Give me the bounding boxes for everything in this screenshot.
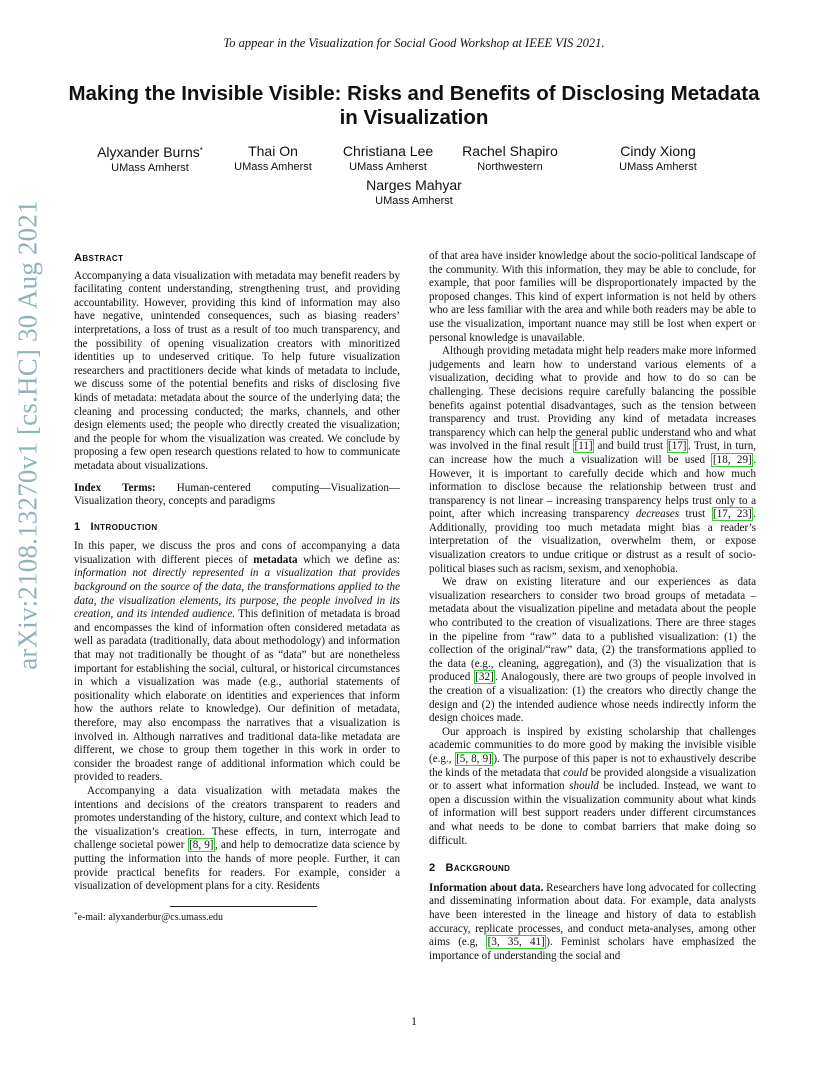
- citation-link[interactable]: [18, 29]: [712, 453, 752, 466]
- author-block: [603, 142, 713, 175]
- arxiv-stamp-text: arXiv:2108.13270v1 [cs.HC] 30 Aug 2021: [12, 200, 43, 670]
- author-block: [455, 142, 565, 175]
- index-terms-text: Human-centered computing—Visualization—Visualization theory, concepts and paradigms: [74, 481, 400, 508]
- paper-title: Making the Invisible Visible: Risks and Benefits of Disclosing Metadata in Visualization: [68, 82, 760, 129]
- citation-link[interactable]: [17]: [668, 440, 687, 453]
- author-name: Narges Mahyar: [366, 177, 462, 193]
- author-name: Rachel Shapiro: [462, 143, 558, 159]
- footnote-marker: *: [199, 146, 203, 155]
- footnote-rule: [170, 906, 317, 907]
- section-heading-introduction: [74, 521, 400, 535]
- right-paragraph-3: We draw on existing literature and our experiences as data visualization researchers to consider two broad groups of metadata – metadata about the visualization pipeline and metadata about the people who contributed to the creation of visualizations. There are three stages in the pipeline from “raw” data to a published visualization: (1) the collection of the original/“raw” data, (2) the transformations applied to the data (e.g., cleaning, aggregation), and (3) the visualization that is produced [32] . Analogously, there are two groups of people involved in the creation of a visualization: (1) the creators who directly change the design and (2) the intended audience whose needs indirectly inform the design choices made.: [429, 576, 756, 725]
- right-paragraph-4: Our approach is inspired by existing scholarship that challenges academic communities to do more good by making the invisible visible (e.g., [5, 8, 9] ). The purpose of this paper is not to exhaustively describe the kinds of the metadata that could be provided alongside a visualization or to assert what information should be included. Instead, we want to open a discussion within the visualization community about what kinds of information will best support readers under different circumstances and what needs to be done to combat barriers that make doing so difficult.: [429, 725, 757, 847]
- author-affiliation: UMass Amherst: [375, 195, 453, 207]
- intro-paragraph-1: In this paper, we discuss the pros and cons of accompanying a data visualization with different pieces of metadata which we define as: information not directly represented in a visualization that provides background on the source of the data, the transformations applied to the data, the visualization elements, its purpose, the people involved in its creation, and its intended audience. This definition of metadata is broad and encompasses the kind of information often considered metadata as well as paradata (traditionally, data about methodology) and information that may not traditionally be thought of as “data” but are nonetheless important for establishing the social, cultural, or historical circumstances in which a visualization was made (e.g., authorial statements of positionality which elaborate on identities and experiences that inform how the authors relate to knowledge). Our definition of metadata, therefore, may also encompass the narratives that a visualization is involved in. Although narratives and traditional data-like metadata are different, we chose to group them together in this work in order to consider the broadest range of additional information which could be provided to readers.: [74, 540, 401, 784]
- citation-link[interactable]: [32]: [475, 671, 494, 684]
- author-affiliation: UMass Amherst: [111, 162, 189, 174]
- left-column: [74, 252, 400, 894]
- footnote-email: *e-mail: alyxanderbur@cs.umass.edu: [74, 911, 224, 923]
- author-name: Cindy Xiong: [620, 143, 696, 159]
- background-paragraph-1: Information about data. Researchers have long advocated for collecting and disseminating information about data. For example, data analysts have been interested in the lineage and history of data to establish accuracy, replicate processes, and conduct meta-analyses, among other aims (e.g, [3, 35, 41] ). Feminist scholars have emphasized the importance of understanding the social and: [429, 881, 756, 962]
- metadata-definition: information not directly represented in a visualization that provides background on the source of the data, the transformations applied to the data, the visualization elements, its purpose, the people involved in its creation, and its intended audience.: [74, 567, 400, 621]
- author-affiliation: UMass Amherst: [349, 161, 427, 173]
- right-column: [429, 250, 756, 963]
- author-name: Alyxander Burns*: [97, 144, 203, 160]
- abstract-heading: Abstract: [74, 252, 124, 264]
- index-terms-label: Index Terms:: [74, 481, 156, 494]
- author-affiliation: Northwestern: [477, 161, 543, 173]
- author-block: [218, 142, 328, 175]
- section-number: 2: [429, 862, 436, 875]
- author-block: [333, 142, 443, 175]
- citation-link[interactable]: [8, 9]: [189, 839, 214, 852]
- paragraph-lead: Information about data.: [429, 881, 544, 894]
- section-number: 1: [74, 520, 81, 533]
- author-name: Thai On: [248, 143, 298, 159]
- page-number: 1: [411, 1014, 417, 1028]
- right-paragraph-1: of that area have insider knowledge about the socio-political landscape of the community. With this information, they may be able to conclude, for example, that poor families will be disproportionately impacted by the proposed changes. This kind of expert information is not held by others who are less familiar with the area and while both readers may be able to use the visualization, important nuance may still be lost when expert or personal knowledge is unavailable.: [429, 250, 756, 344]
- section-heading-background: [429, 862, 756, 876]
- author-block: [85, 142, 215, 176]
- index-terms: [74, 482, 400, 509]
- citation-link[interactable]: [11]: [574, 440, 593, 453]
- author-affiliation: UMass Amherst: [619, 161, 697, 173]
- section-title: Background: [445, 862, 511, 875]
- citation-link[interactable]: [17, 23]: [713, 508, 752, 521]
- author-block: [359, 176, 469, 209]
- author-affiliation: UMass Amherst: [234, 161, 312, 173]
- metadata-term: metadata: [253, 553, 298, 566]
- arxiv-stamp: [4, 200, 52, 670]
- citation-link[interactable]: [3, 35, 41]: [487, 936, 545, 949]
- abstract-text: Accompanying a data visualization with metadata may benefit readers by facilitating content understanding, strengthening trust, and providing accountability. However, providing this kind of information may also have negative, unintended consequences, such as biasing readers’ interpretations, a loss of trust as a result of too much transparency, and the possibility of opening visualization creators with minoritized identities up to undeserved critique. To help future visualization researchers and practitioners decide what kinds of metadata to include, we discuss some of the potential benefits and risks of disclosing five kinds of metadata: metadata about the source of the underlying data; the cleaning and processing conducted; the marks, channels, and other design elements used; the people who directly created the visualization; and the people for whom the visualization was created. We conclude by proposing a few open research questions related to how to communicate metadata about visualizations.: [74, 269, 400, 472]
- right-paragraph-2: Although providing metadata might help readers make more informed judgements and learn how to understand various elements of a visualization, deciding what to provide and how to do so can be challenging. These decisions require carefully balancing the possible benefits against potential disadvantages, such as the tension between transparency and trust. Providing any kind of metadata increases transparency which can help the general public understand who and what was involved in the final result [11] and build trust [17] . Trust, in turn, can increase how the much a visualization will be used [18, 29] . However, it is important to carefully decide which and how much information to disclose because the relationship between trust and transparency is not linear – increasing transparency helps trust only to a point, after which increasing transparency decreases trust [17, 23] . Additionally, providing too much metadata might bias a reader’s interpretation of the visualization, overwhelm them, or expose visualization creators to undue critique or distrust as a result of socio-political biases such as racism, sexism, and xenophobia.: [429, 345, 757, 575]
- intro-paragraph-2: Accompanying a data visualization with metadata makes the intentions and decisions of the creators transparent to readers and promotes understanding of the history, culture, and context which lead to the visualization’s creation. These effects, in turn, interrogate and challenge societal power [8, 9] , and help to democratize data science by putting the information into the hands of more people. Further, it can provide practical benefits for readers. For example, consider a visualization of development plans for a city. Residents: [74, 784, 401, 893]
- citation-link[interactable]: [5, 8, 9]: [456, 752, 492, 765]
- section-title: Introduction: [90, 520, 158, 533]
- conference-note: To appear in the Visualization for Social Good Workshop at IEEE VIS 2021.: [223, 36, 605, 50]
- author-name: Christiana Lee: [342, 143, 434, 159]
